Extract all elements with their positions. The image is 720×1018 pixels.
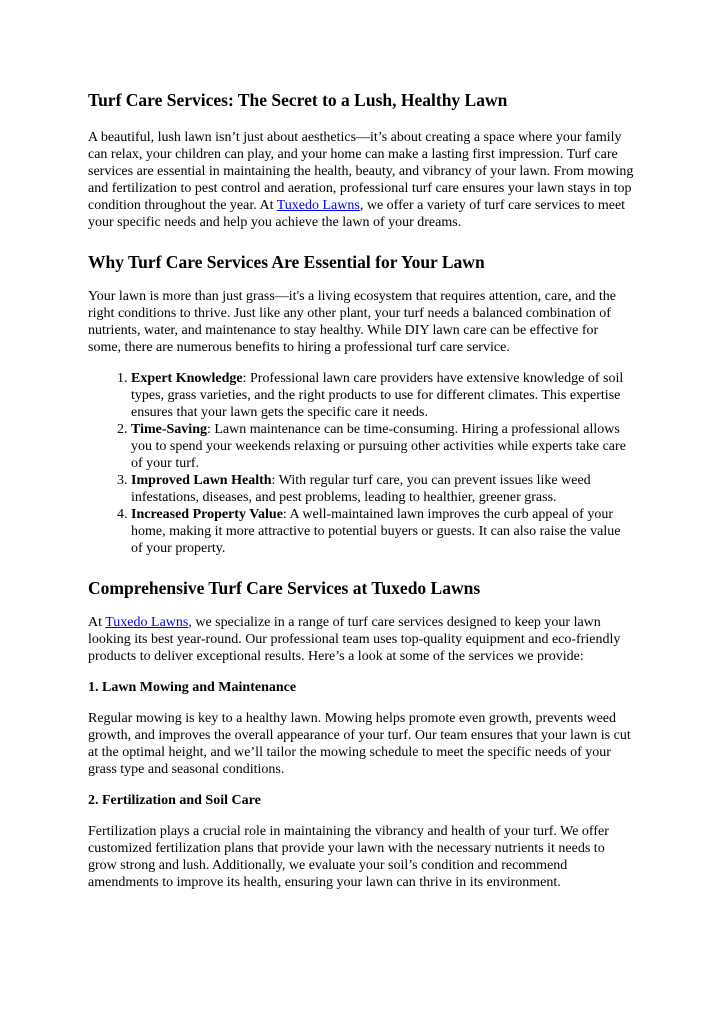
list-item — [131, 472, 634, 506]
list-item-text: : Lawn maintenance can be time-consuming. Hiring a professional allows you to spend your weekends relaxing or pursuing other activities while experts take care of your turf. — [131, 422, 626, 471]
mowing-paragraph: Regular mowing is key to a healthy lawn. Mowing helps promote even growth, prevents weed growth, and improves the overall appearance of your turf. Our team ensures that your lawn is cut at the optimal height, and we’ll tailor the mowing schedule to meet the specific needs of your grass type and seasonal conditions. — [88, 711, 631, 777]
list-item-text: : Professional lawn care providers have extensive knowledge of soil types, grass varieties, and the right products to use for different climates. This expertise ensures that your lawn gets the specific care it needs. — [131, 371, 624, 420]
intro-text-before-link: A beautiful, lush lawn isn’t just about aesthetics—it’s about creating a space where your family can relax, your children can play, and your home can make a lasting first impression. Turf care services are essential in maintaining the health, beauty, and vibrancy of your lawn. From mowing and fertilization to pest control and aeration, professional turf care ensures your lawn stays in top condition throughout the year. At — [88, 130, 634, 213]
why-heading: Why Turf Care Services Are Essential for Your Lawn — [88, 252, 485, 272]
page-title: Turf Care Services: The Secret to a Lush, Healthy Lawn — [88, 90, 508, 110]
services-text-after-link: , we specialize in a range of turf care services designed to keep your lawn looking its best year-round. Our professional team uses top-quality equipment and eco-friendly products to deliver exceptional results. Here’s a look at some of the services we provide: — [88, 615, 621, 664]
list-item-text: : With regular turf care, you can prevent issues like weed infestations, diseases, and pest problems, leading to healthier, greener grass. — [131, 473, 591, 505]
fertilization-heading: 2. Fertilization and Soil Care — [88, 793, 261, 808]
services-text-before-link: At — [88, 615, 106, 630]
mowing-heading: 1. Lawn Mowing and Maintenance — [88, 680, 297, 695]
tuxedo-lawns-link[interactable]: Tuxedo Lawns — [276, 198, 360, 213]
list-item-text: : A well-maintained lawn improves the curb appeal of your home, making it more attractive to potential buyers or guests. It can also raise the value of your property. — [131, 507, 621, 556]
intro-text-after-link: , we offer a variety of turf care services to meet your specific needs and help you achieve the lawn of your dreams. — [88, 198, 626, 230]
list-item-label: Improved Lawn Health — [131, 473, 272, 488]
list-item — [131, 506, 634, 557]
list-item-label: Time-Saving — [131, 422, 207, 437]
intro-paragraph — [88, 129, 634, 231]
services-intro-paragraph — [88, 614, 634, 665]
fertilization-paragraph: Fertilization plays a crucial role in maintaining the vibrancy and health of your turf. We offer customized fertilization plans that provide your lawn with the necessary nutrients it needs to grow strong and lush. Additionally, we evaluate your soil’s condition and recommend amendments to improve its health, ensuring your lawn can thrive in its environment. — [88, 824, 609, 890]
list-item-label: Expert Knowledge — [131, 371, 243, 386]
list-item — [131, 370, 634, 421]
why-paragraph: Your lawn is more than just grass—it's a living ecosystem that requires attention, care, and the right conditions to thrive. Just like any other plant, your turf needs a balanced combination of nutrients, water, and maintenance to stay healthy. While DIY lawn care can be effective for some, there are numerous benefits to hiring a professional turf care service. — [88, 289, 616, 355]
list-item — [131, 421, 634, 472]
services-heading: Comprehensive Turf Care Services at Tuxedo Lawns — [88, 578, 481, 598]
list-item-label: Increased Property Value — [131, 507, 283, 522]
tuxedo-lawns-link[interactable]: Tuxedo Lawns — [105, 615, 189, 630]
benefits-list — [88, 370, 634, 557]
